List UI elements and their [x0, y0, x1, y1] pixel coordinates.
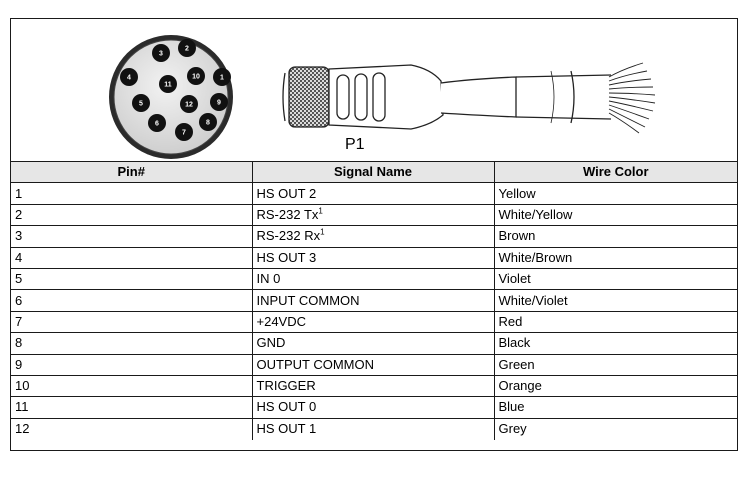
wire-color-cell: Red: [494, 311, 737, 332]
table-row: [11, 333, 737, 354]
connector-drawing: [11, 19, 737, 161]
pin-number-cell: 2: [11, 204, 252, 225]
wire-color-cell: Black: [494, 333, 737, 354]
signal-name-text: INPUT COMMON: [256, 292, 360, 308]
signal-name-cell: [252, 418, 494, 439]
pin-number-cell: 1: [11, 183, 252, 204]
connector-figure: [11, 19, 737, 161]
wire-color-cell: White/Brown: [494, 247, 737, 268]
wire-color-cell: Brown: [494, 226, 737, 247]
pin-number-cell: 5: [11, 268, 252, 289]
pinout-frame: [10, 18, 738, 451]
table-row: [11, 375, 737, 396]
pin-number-label: 9: [217, 99, 221, 107]
pin-number-label: 5: [139, 100, 143, 108]
wire-color-cell: Green: [494, 354, 737, 375]
signal-name-text: GND: [256, 335, 286, 351]
signal-name-text: HS OUT 0: [256, 399, 317, 415]
pin-number-cell: 3: [11, 226, 252, 247]
header-wire-color: Wire Color: [494, 162, 737, 183]
table-row: [11, 311, 737, 332]
signal-name-text: IN 0: [256, 271, 281, 287]
signal-name-text: HS OUT 2: [256, 185, 317, 201]
pin-number-cell: 6: [11, 290, 252, 311]
pin-number-cell: 7: [11, 311, 252, 332]
signal-name-cell: [252, 354, 494, 375]
table-row: [11, 268, 737, 289]
wire-color-cell: Yellow: [494, 183, 737, 204]
table-row: [11, 204, 737, 225]
pin-number-label: 12: [185, 101, 193, 109]
signal-name-cell: [252, 333, 494, 354]
pin-number-cell: 10: [11, 375, 252, 396]
pin-number-label: 4: [127, 74, 131, 82]
signal-name-cell: [252, 268, 494, 289]
connector-label: P1: [345, 136, 365, 153]
signal-name-cell: [252, 247, 494, 268]
pin-number-label: 8: [206, 119, 210, 127]
footnote-marker: 1: [318, 206, 323, 216]
pin-number-label: 7: [182, 129, 186, 137]
pin-number-label: 6: [155, 120, 159, 128]
table-header-row: [11, 162, 737, 183]
table-row: [11, 397, 737, 418]
signal-name-text: RS-232 Rx: [256, 228, 321, 244]
pin-number-label: 1: [220, 74, 224, 82]
signal-name-cell: [252, 311, 494, 332]
signal-name-cell: [252, 226, 494, 247]
wire-color-cell: White/Yellow: [494, 204, 737, 225]
connector-face: [109, 35, 233, 159]
header-pin: Pin#: [11, 162, 252, 183]
signal-name-cell: [252, 290, 494, 311]
pin-number-cell: 4: [11, 247, 252, 268]
signal-name-text: TRIGGER: [256, 378, 316, 394]
wire-color-cell: Violet: [494, 268, 737, 289]
wire-color-cell: Blue: [494, 397, 737, 418]
pin-number-label: 11: [164, 81, 172, 89]
table-row: [11, 183, 737, 204]
footnote-marker: 1: [320, 228, 325, 238]
wire-color-cell: Orange: [494, 375, 737, 396]
signal-name-cell: [252, 397, 494, 418]
pinout-table: [11, 161, 737, 440]
header-signal-name: Signal Name: [252, 162, 494, 183]
pin-number-cell: 8: [11, 333, 252, 354]
signal-name-text: +24VDC: [256, 313, 306, 329]
pin-number-cell: 11: [11, 397, 252, 418]
wire-color-cell: Grey: [494, 418, 737, 439]
pin-number-cell: 9: [11, 354, 252, 375]
plug-drawing: [283, 63, 655, 133]
signal-name-cell: [252, 183, 494, 204]
pin-number-label: 3: [159, 50, 163, 58]
signal-name-text: HS OUT 3: [256, 249, 317, 265]
table-row: [11, 354, 737, 375]
pin-number-label: 2: [185, 45, 189, 53]
table-row: [11, 247, 737, 268]
table-row: [11, 418, 737, 439]
table-row: [11, 290, 737, 311]
wire-color-cell: White/Violet: [494, 290, 737, 311]
signal-name-cell: [252, 204, 494, 225]
signal-name-text: HS OUT 1: [256, 421, 317, 437]
pin-number-label: 10: [192, 73, 200, 81]
pin-number-cell: 12: [11, 418, 252, 439]
table-row: [11, 226, 737, 247]
signal-name-text: RS-232 Tx: [256, 206, 319, 222]
signal-name-cell: [252, 375, 494, 396]
signal-name-text: OUTPUT COMMON: [256, 356, 374, 372]
